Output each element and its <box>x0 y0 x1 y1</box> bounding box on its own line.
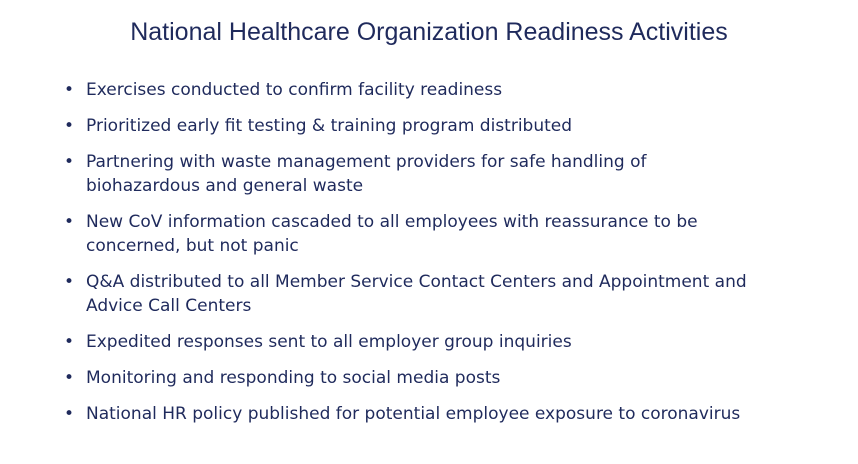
bullet-icon: • <box>64 332 75 352</box>
bullet-item-hr-policy <box>64 402 754 426</box>
bullet-icon: • <box>64 80 75 100</box>
bullet-item-qa-distributed <box>64 270 754 318</box>
bullet-icon: • <box>64 368 75 388</box>
bullet-item-employer-inquiries <box>64 330 754 354</box>
bullet-text: Expedited responses sent to all employer group inquiries <box>86 332 572 352</box>
bullet-item-cov-information <box>64 210 754 258</box>
bullet-text: Partnering with waste management providers for safe handling of biohazardous and general waste <box>86 152 647 196</box>
bullet-icon: • <box>64 272 75 292</box>
bullet-icon: • <box>64 116 75 136</box>
bullet-icon: • <box>64 212 75 232</box>
bullet-list <box>64 78 754 438</box>
bullet-text: Monitoring and responding to social media posts <box>86 368 501 388</box>
bullet-item-fit-testing <box>64 114 754 138</box>
bullet-item-social-media <box>64 366 754 390</box>
bullet-item-facility-readiness <box>64 78 754 102</box>
bullet-text: Exercises conducted to confirm facility readiness <box>86 80 503 100</box>
bullet-icon: • <box>64 152 75 172</box>
bullet-icon: • <box>64 404 75 424</box>
bullet-text: New CoV information cascaded to all employees with reassurance to be concerned, but not panic <box>86 212 698 256</box>
bullet-text: Q&A distributed to all Member Service Contact Centers and Appointment and Advice Call Centers <box>86 272 747 316</box>
bullet-text: Prioritized early fit testing & training program distributed <box>86 116 573 136</box>
slide-title: National Healthcare Organization Readiness Activities <box>130 18 728 46</box>
bullet-text: National HR policy published for potential employee exposure to coronavirus <box>86 404 741 424</box>
bullet-item-waste-management <box>64 150 754 198</box>
